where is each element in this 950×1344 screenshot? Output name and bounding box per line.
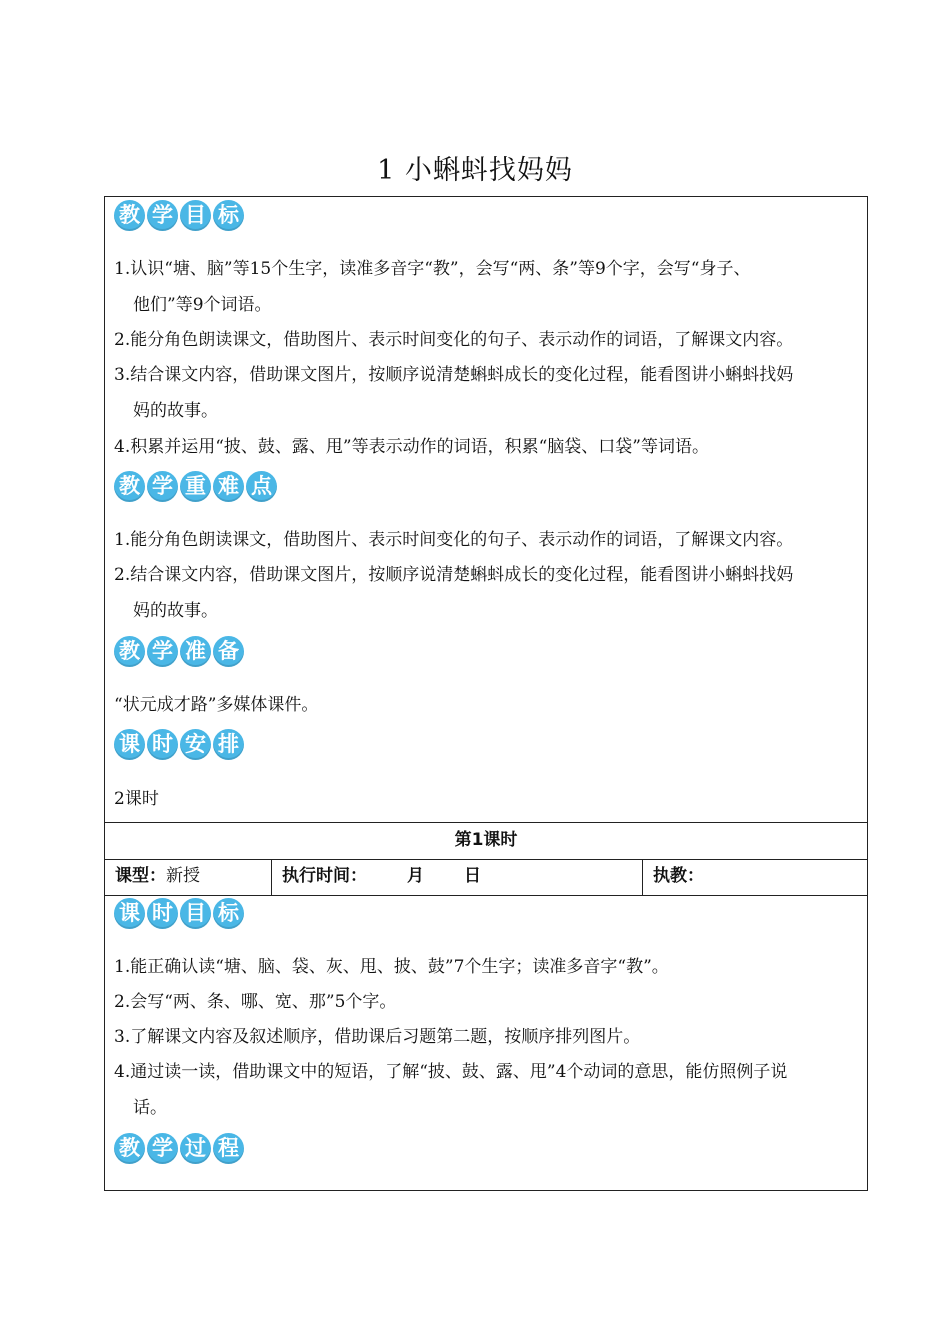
lesson-time-cell — [272, 860, 643, 895]
badge-char: 时 — [147, 729, 178, 760]
lesson-type-value: 新授 — [166, 866, 200, 886]
lesson-title: 第1课时 — [104, 822, 868, 860]
badge-char: 教 — [114, 636, 145, 667]
badge-char: 程 — [213, 1133, 244, 1164]
schedule-text: 2课时 — [114, 789, 159, 809]
lesson-goals-badge — [114, 898, 244, 929]
badge-char: 标 — [213, 200, 244, 231]
badge-char: 备 — [213, 636, 244, 667]
badge-char: 课 — [114, 729, 145, 760]
lesson-goal-item: 4.通过读一读，借助课文中的短语，了解“披、鼓、露、甩”4个动词的意思，能仿照例子说 — [114, 1062, 788, 1082]
badge-char: 目 — [180, 898, 211, 929]
lesson-goal-item: 话。 — [133, 1098, 167, 1118]
badge-char: 课 — [114, 898, 145, 929]
schedule-badge — [114, 729, 244, 760]
badge-char: 标 — [213, 898, 244, 929]
goal-item: 2.能分角色朗读课文，借助图片、表示时间变化的句子、表示动作的词语，了解课文内容。 — [114, 330, 794, 350]
lesson-goal-item: 1.能正确认读“塘、脑、袋、灰、甩、披、鼓”7个生字；读准多音字“教”。 — [114, 957, 669, 977]
badge-char: 学 — [147, 471, 178, 502]
process-badge — [114, 1133, 244, 1164]
badge-char: 重 — [180, 471, 211, 502]
lesson-info-row — [104, 859, 868, 896]
page-title: 1 小蝌蚪找妈妈 — [377, 155, 573, 186]
badge-char: 排 — [213, 729, 244, 760]
goal-item: 妈的故事。 — [133, 401, 218, 421]
goals-badge — [114, 200, 244, 231]
badge-char: 准 — [180, 636, 211, 667]
keypoint-item: 1.能分角色朗读课文，借助图片、表示时间变化的句子、表示动作的词语，了解课文内容。 — [114, 530, 794, 550]
badge-char: 教 — [114, 200, 145, 231]
badge-char: 教 — [114, 471, 145, 502]
badge-char: 目 — [180, 200, 211, 231]
goal-item: 4.积累并运用“披、鼓、露、甩”等表示动作的词语，积累“脑袋、口袋”等词语。 — [114, 437, 709, 457]
lesson-type-cell — [105, 860, 272, 895]
badge-char: 学 — [147, 636, 178, 667]
badge-char: 教 — [114, 1133, 145, 1164]
keypoint-item: 妈的故事。 — [133, 601, 218, 621]
lesson-goal-item: 2.会写“两、条、哪、宽、那”5个字。 — [114, 992, 397, 1012]
prep-text: “状元成才路”多媒体课件。 — [114, 695, 319, 715]
lesson-time-label: 执行时间： — [282, 866, 367, 886]
badge-char: 难 — [213, 471, 244, 502]
lesson-day: 日 — [464, 866, 481, 886]
badge-char: 时 — [147, 898, 178, 929]
lesson-teacher-label: 执教： — [653, 866, 704, 886]
goal-item: 他们”等9个词语。 — [133, 295, 272, 315]
lesson-teacher-cell — [643, 860, 867, 895]
lesson-month: 月 — [407, 866, 424, 886]
goal-item: 3.结合课文内容，借助课文图片，按顺序说清楚蝌蚪成长的变化过程，能看图讲小蝌蚪找妈 — [114, 365, 794, 385]
keypoints-badge — [114, 471, 277, 502]
lesson-type-label: 课型： — [115, 866, 166, 886]
badge-char: 学 — [147, 1133, 178, 1164]
lesson-goal-item: 3.了解课文内容及叙述顺序，借助课后习题第二题，按顺序排列图片。 — [114, 1027, 641, 1047]
badge-char: 点 — [246, 471, 277, 502]
badge-char: 学 — [147, 200, 178, 231]
prep-badge — [114, 636, 244, 667]
keypoint-item: 2.结合课文内容，借助课文图片，按顺序说清楚蝌蚪成长的变化过程，能看图讲小蝌蚪找妈 — [114, 565, 794, 585]
goal-item: 1.认识“塘、脑”等15个生字，读准多音字“教”，会写“两、条”等9个字，会写“身子、 — [114, 259, 751, 279]
badge-char: 过 — [180, 1133, 211, 1164]
badge-char: 安 — [180, 729, 211, 760]
